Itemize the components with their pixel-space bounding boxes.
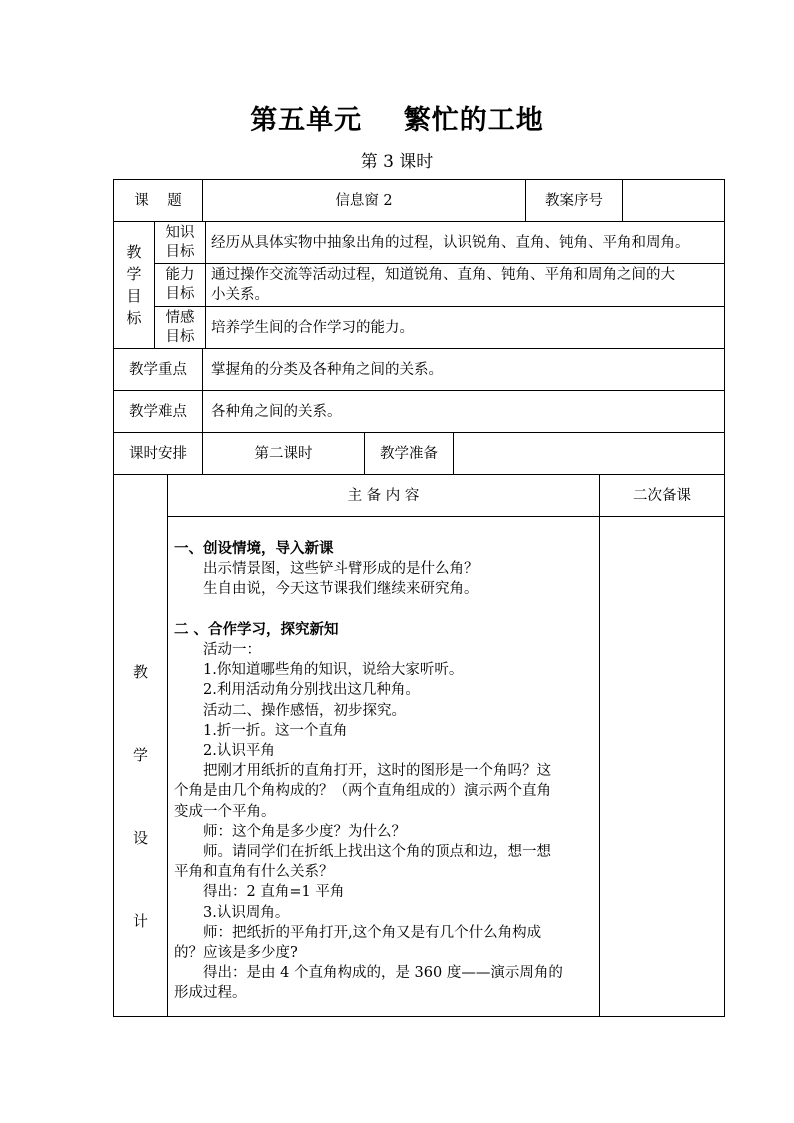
main-content-body (174, 539, 594, 1004)
course-value: 信息窗 2 (335, 192, 393, 209)
preparation-value[interactable] (454, 433, 724, 474)
content-line: 把刚才用纸折的直角打开，这时的图形是一个角吗？这 (203, 763, 551, 780)
content-line: 2.认识平角 (203, 743, 275, 760)
goals-char: 教 (126, 243, 142, 261)
content-line (174, 600, 594, 620)
difficulties-label: 教学难点 (129, 403, 187, 420)
label-line: 知识 (165, 224, 195, 241)
teaching-goals-label (114, 222, 154, 348)
schedule-value: 第二课时 (254, 445, 313, 462)
content-line: 师。请同学们在折纸上找出这个角的顶点和边，想一想 (203, 844, 551, 861)
table-border (205, 221, 206, 349)
page-title: 第五单元 繁忙的工地 (250, 105, 544, 136)
content-line: 平角和直角有什么关系？ (174, 864, 334, 881)
second-prep-header: 二次备课 (633, 487, 691, 504)
label-line: 能力 (165, 267, 195, 283)
key-points-label: 教学重点 (129, 361, 187, 378)
text-line: 小关系。 (211, 287, 269, 303)
design-char: 计 (132, 912, 148, 930)
plan-number-value[interactable] (623, 180, 724, 221)
content-line: 出示情景图，这些铲斗臂形成的是什么角？ (203, 561, 479, 578)
design-char: 学 (132, 746, 148, 764)
ability-goal-label (155, 264, 205, 306)
ability-goal-text (211, 265, 723, 305)
content-line: 二 、合作学习，探究新知 (174, 620, 339, 638)
schedule-label: 课时安排 (129, 445, 187, 462)
label-line: 目标 (165, 243, 195, 260)
knowledge-goal-label (155, 222, 205, 263)
label-line: 情感 (165, 309, 195, 326)
main-content-header: 主 备 内 容 (347, 487, 420, 504)
table-border (724, 179, 725, 1017)
difficulties-text: 各种角之间的关系。 (211, 403, 342, 420)
key-points-text: 掌握角的分类及各种角之间的关系。 (211, 361, 443, 378)
table-border (154, 263, 725, 264)
knowledge-goal-text: 经历从具体实物中抽象出角的过程，认识锐角、直角、钝角、平角和周角。 (211, 234, 690, 251)
text-line: 通过操作交流等活动过程，知道锐角、直角、钝角、平角和周角之间的大 (211, 267, 675, 283)
second-prep-area[interactable] (600, 517, 724, 1016)
table-border (167, 474, 168, 1017)
content-line: 1.折一折。这一个直角 (203, 722, 348, 739)
emotion-goal-label (155, 307, 205, 348)
content-line: 得出：是由 4 个直角构成的，是 360 度——演示周角的 (203, 965, 563, 982)
content-line: 1.你知道哪些角的知识，说给大家听听。 (203, 662, 464, 679)
content-line: 活动二、操作感悟，初步探究。 (203, 702, 406, 719)
content-line: 师：这个角是多少度？为什么？ (203, 823, 406, 840)
preparation-label: 教学准备 (380, 445, 438, 462)
label-line: 目标 (165, 286, 195, 302)
content-line: 2.利用活动角分别找出这几种角。 (203, 682, 420, 699)
goals-char: 标 (126, 309, 142, 327)
content-line: 的？应该是多少度? (174, 945, 298, 962)
label-line: 目标 (165, 328, 195, 345)
content-line: 生自由说，今天这节课我们继续来研究角。 (203, 581, 479, 598)
content-line: 师：把纸折的平角打开,这个角又是有几个什么角构成 (203, 924, 542, 941)
design-char: 设 (132, 829, 148, 847)
content-line: 得出：2 直角=1 平角 (203, 884, 345, 901)
emotion-goal-text: 培养学生间的合作学习的能力。 (211, 319, 414, 336)
goals-char: 目 (126, 287, 142, 305)
content-line: 活动一： (203, 642, 261, 659)
content-line: 变成一个平角。 (174, 803, 276, 820)
design-char: 教 (132, 663, 148, 681)
plan-number-label: 教案序号 (545, 192, 603, 209)
lesson-subtitle: 第 3 课时 (360, 152, 434, 172)
content-line: 个角是由几个角构成的？（两个直角组成的）演示两个直角 (174, 783, 551, 800)
content-line: 形成过程。 (174, 985, 247, 1002)
goals-char: 学 (126, 265, 142, 283)
table-border (113, 1016, 725, 1017)
content-line: 3.认识周角。 (203, 904, 290, 921)
course-label: 课 题 (134, 192, 182, 209)
content-line: 一、创设情境，导入新课 (174, 540, 334, 557)
